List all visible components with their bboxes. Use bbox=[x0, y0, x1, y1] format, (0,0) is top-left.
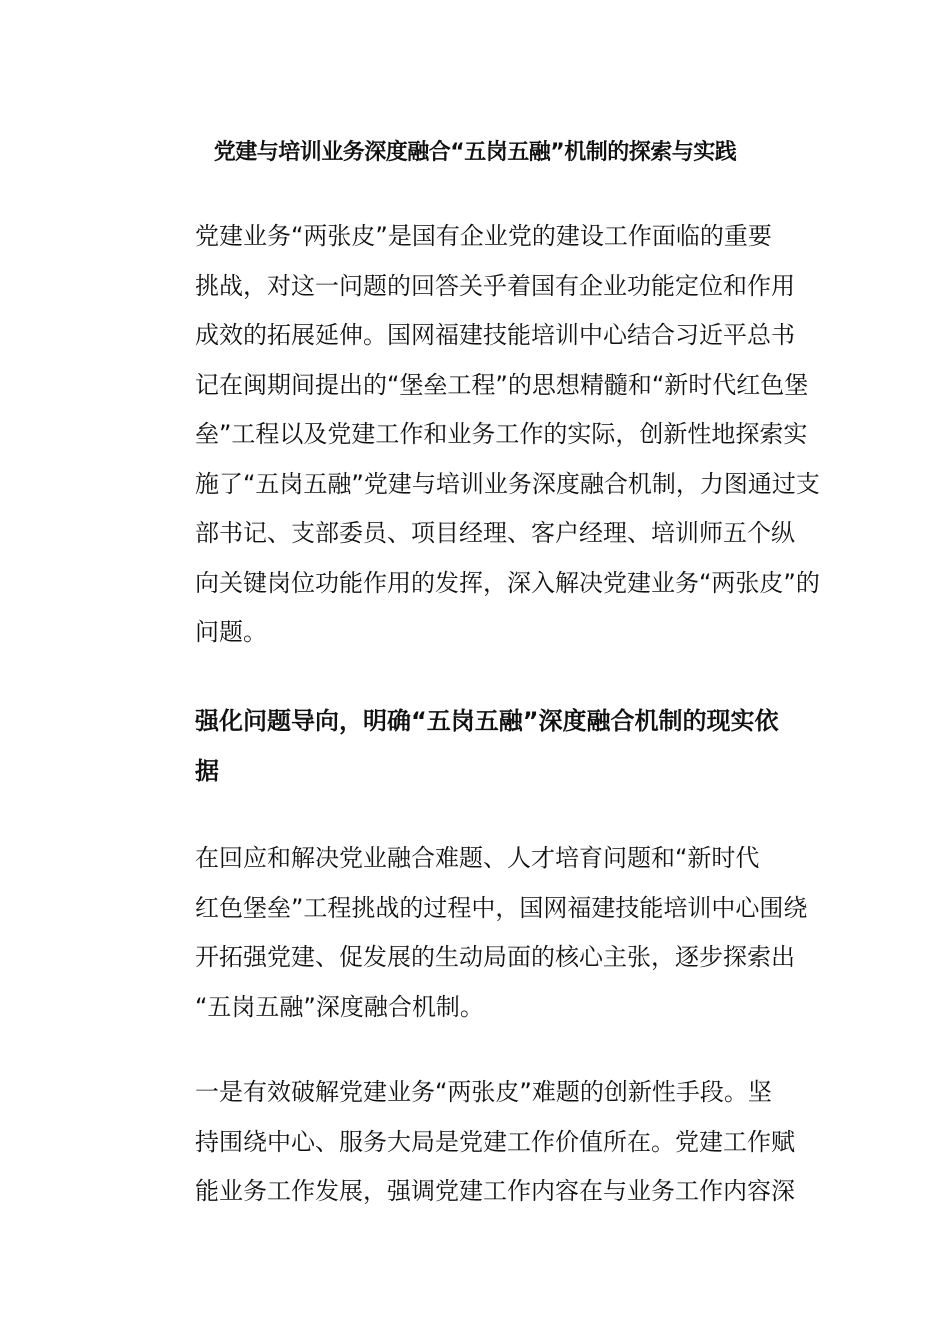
intro-line: 问题。 bbox=[195, 618, 267, 646]
section-heading bbox=[145, 697, 805, 796]
section-line: 红色堡垒”工程挑战的过程中，国网福建技能培训中心围绕 bbox=[195, 893, 808, 922]
point-one-line: 持围绕中心、服务大局是党建工作价值所在。党建工作赋 bbox=[195, 1127, 795, 1156]
intro-line: 成效的拓展延伸。国网福建技能培训中心结合习近平总书 bbox=[195, 321, 795, 349]
intro-line: 部书记、支部委员、项目经理、客户经理、培训师五个纵 bbox=[195, 519, 795, 547]
intro-line: 党建业务“两张皮”是国有企业党的建设工作面临的重要 bbox=[195, 222, 772, 250]
section-paragraph bbox=[145, 834, 808, 1032]
intro-paragraph bbox=[145, 212, 820, 658]
section-heading-line: 强化问题导向，明确“五岗五融”深度融合机制的现实依 bbox=[195, 707, 779, 735]
point-one-line: 一是有效破解党建业务“两张皮”难题的创新性手段。坚 bbox=[195, 1078, 772, 1106]
point-one-paragraph bbox=[145, 1068, 805, 1217]
section-line: 在回应和解决党业融合难题、人才培育问题和“新时代 bbox=[195, 844, 760, 872]
intro-line: 记在闽期间提出的“堡垒工程”的思想精髓和“新时代红色堡 bbox=[195, 370, 809, 399]
intro-line: 向关键岗位功能作用的发挥，深入解决党建业务“两张皮”的 bbox=[195, 568, 820, 597]
intro-line: 垒”工程以及党建工作和业务工作的实际，创新性地探索实 bbox=[195, 420, 808, 448]
section-line: “五岗五融”深度融合机制。 bbox=[195, 992, 484, 1021]
section-line: 开拓强党建、促发展的生动局面的核心主张，逐步探索出 bbox=[195, 943, 795, 971]
point-one-line: 能业务工作发展，强调党建工作内容在与业务工作内容深 bbox=[195, 1177, 795, 1205]
intro-line: 挑战，对这一问题的回答关乎着国有企业功能定位和作用 bbox=[195, 271, 795, 300]
document-title: 党建与培训业务深度融合“五岗五融”机制的探索与实践 bbox=[213, 140, 737, 165]
intro-line: 施了“五岗五融”党建与培训业务深度融合机制，力图通过支 bbox=[195, 469, 820, 498]
section-heading-line: 据 bbox=[195, 756, 219, 785]
